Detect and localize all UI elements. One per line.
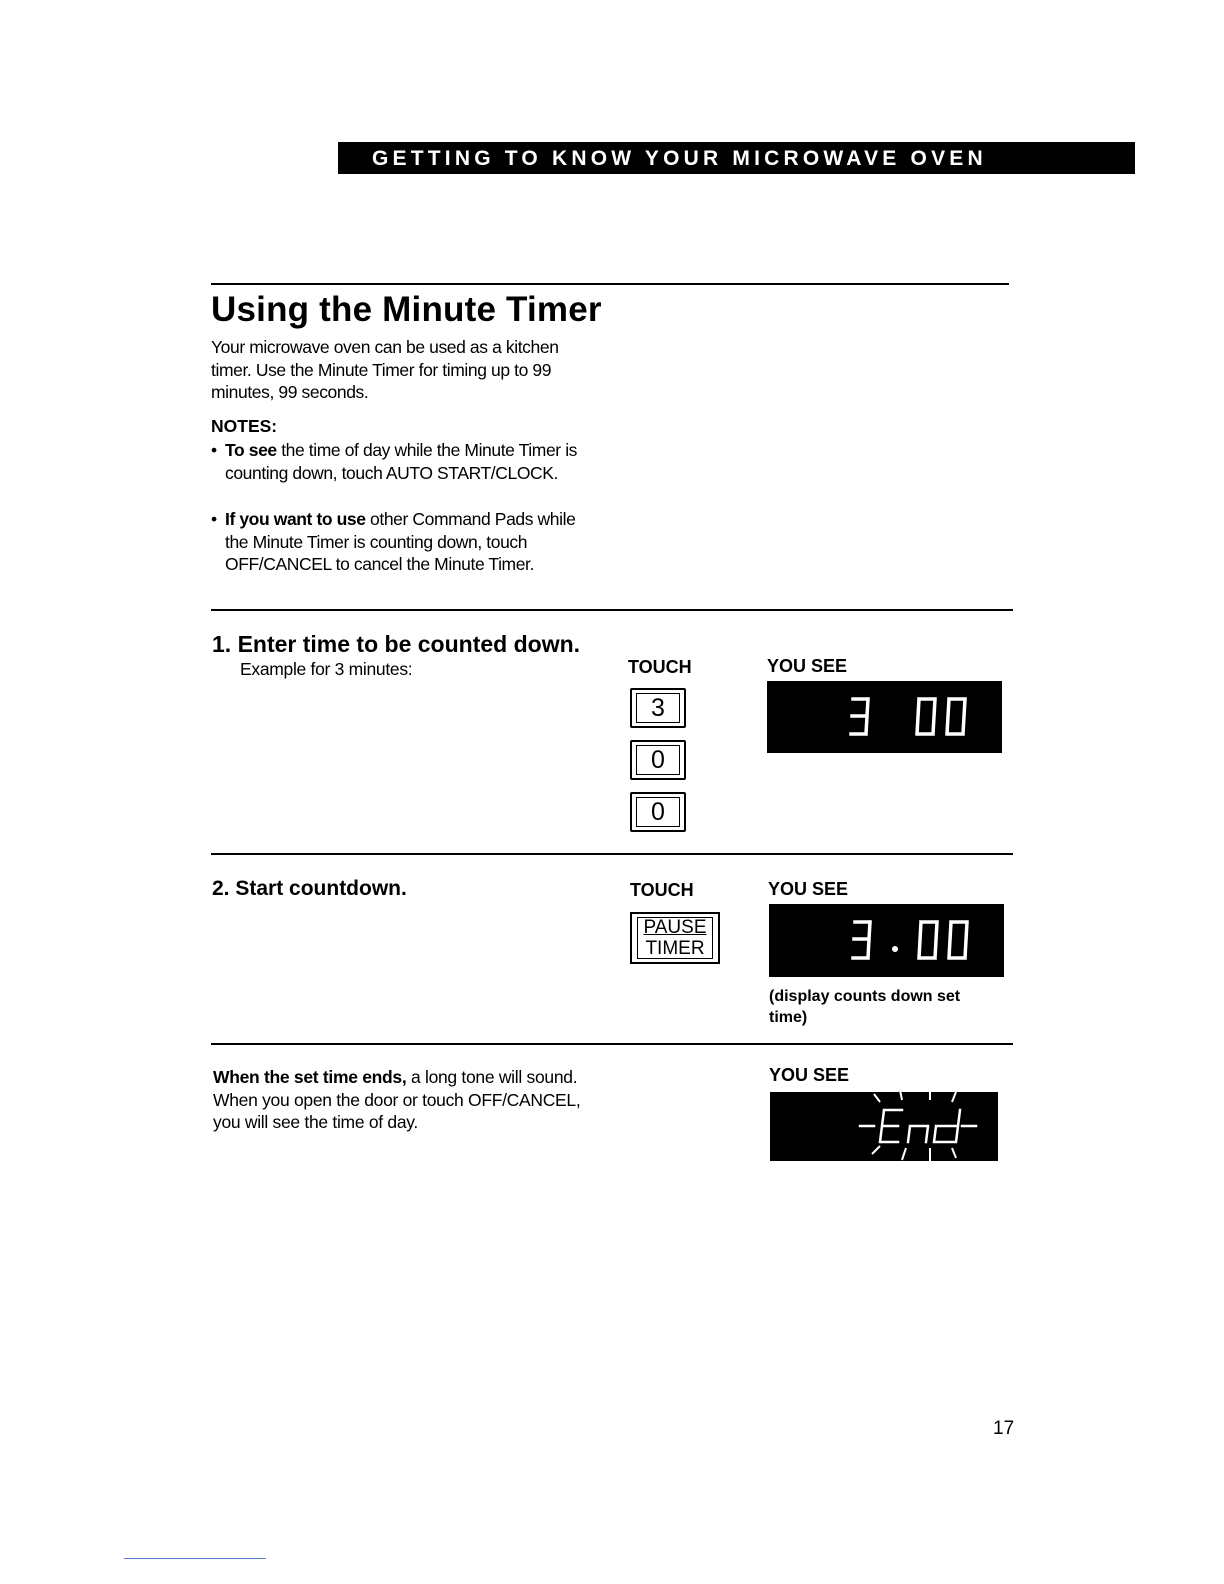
number-pad-3[interactable] [630, 688, 686, 728]
you-see-label: YOU SEE [767, 656, 848, 676]
display-caption: (display counts down set time) [769, 988, 961, 1026]
page-number: 17 [993, 1418, 1015, 1439]
note-item [211, 439, 591, 484]
note-item [211, 508, 591, 576]
touch-label: TOUCH [630, 880, 694, 900]
pause-timer-pad[interactable] [630, 912, 720, 964]
step-1-example: Example for 3 minutes: [240, 659, 413, 679]
section-banner: GETTING TO KNOW YOUR MICROWAVE OVEN [338, 142, 1135, 174]
end-lead: When the set time ends, [213, 1067, 407, 1087]
notes-heading: NOTES: [211, 416, 278, 436]
touch-label: TOUCH [628, 657, 692, 677]
note-text: the time of day while the Minute Timer is counting down, touch AUTO START/CLOCK. [225, 440, 578, 483]
seven-segment-readout [769, 904, 1004, 977]
oven-display [767, 681, 1002, 753]
note-lead: To see [225, 440, 277, 460]
number-pad-0[interactable] [630, 792, 686, 832]
note-lead: If you want to use [225, 509, 366, 529]
bullet-icon: • [211, 440, 217, 460]
pad-line-2: TIMER [645, 938, 705, 959]
end-text: a long tone will sound. When you open the door or touch OFF/CANCEL, you will see the time of day. [213, 1067, 581, 1132]
end-paragraph [213, 1066, 603, 1134]
title-rule [211, 283, 1009, 285]
page-title: Using the Minute Timer [211, 290, 602, 329]
flashing-end-readout [770, 1082, 1010, 1166]
bullet-icon: • [211, 509, 217, 529]
seven-segment-readout [767, 681, 1002, 753]
oven-display [770, 1092, 998, 1161]
step-divider [211, 853, 1013, 855]
number-pad-0[interactable] [630, 740, 686, 780]
step-1-heading: 1. Enter time to be counted down. [212, 631, 581, 657]
intro-paragraph: Your microwave oven can be used as a kitchen timer. Use the Minute Timer for timing up to 99 minutes, 99 seconds. [211, 337, 559, 402]
you-see-label: YOU SEE [769, 1065, 850, 1085]
key-label: 0 [651, 746, 665, 774]
key-label: 3 [651, 694, 665, 722]
you-see-label: YOU SEE [768, 879, 849, 899]
pad-line-1: PAUSE [643, 917, 707, 938]
step-2-heading: 2. Start countdown. [212, 877, 407, 900]
step-divider [211, 1043, 1013, 1045]
bottom-hairline [124, 1558, 266, 1559]
note-text: other Command Pads while the Minute Timer is counting down, touch OFF/CANCEL to cancel the Minute Timer. [225, 509, 576, 574]
key-label: 0 [651, 798, 665, 826]
oven-display [769, 904, 1004, 977]
step-divider [211, 609, 1013, 611]
